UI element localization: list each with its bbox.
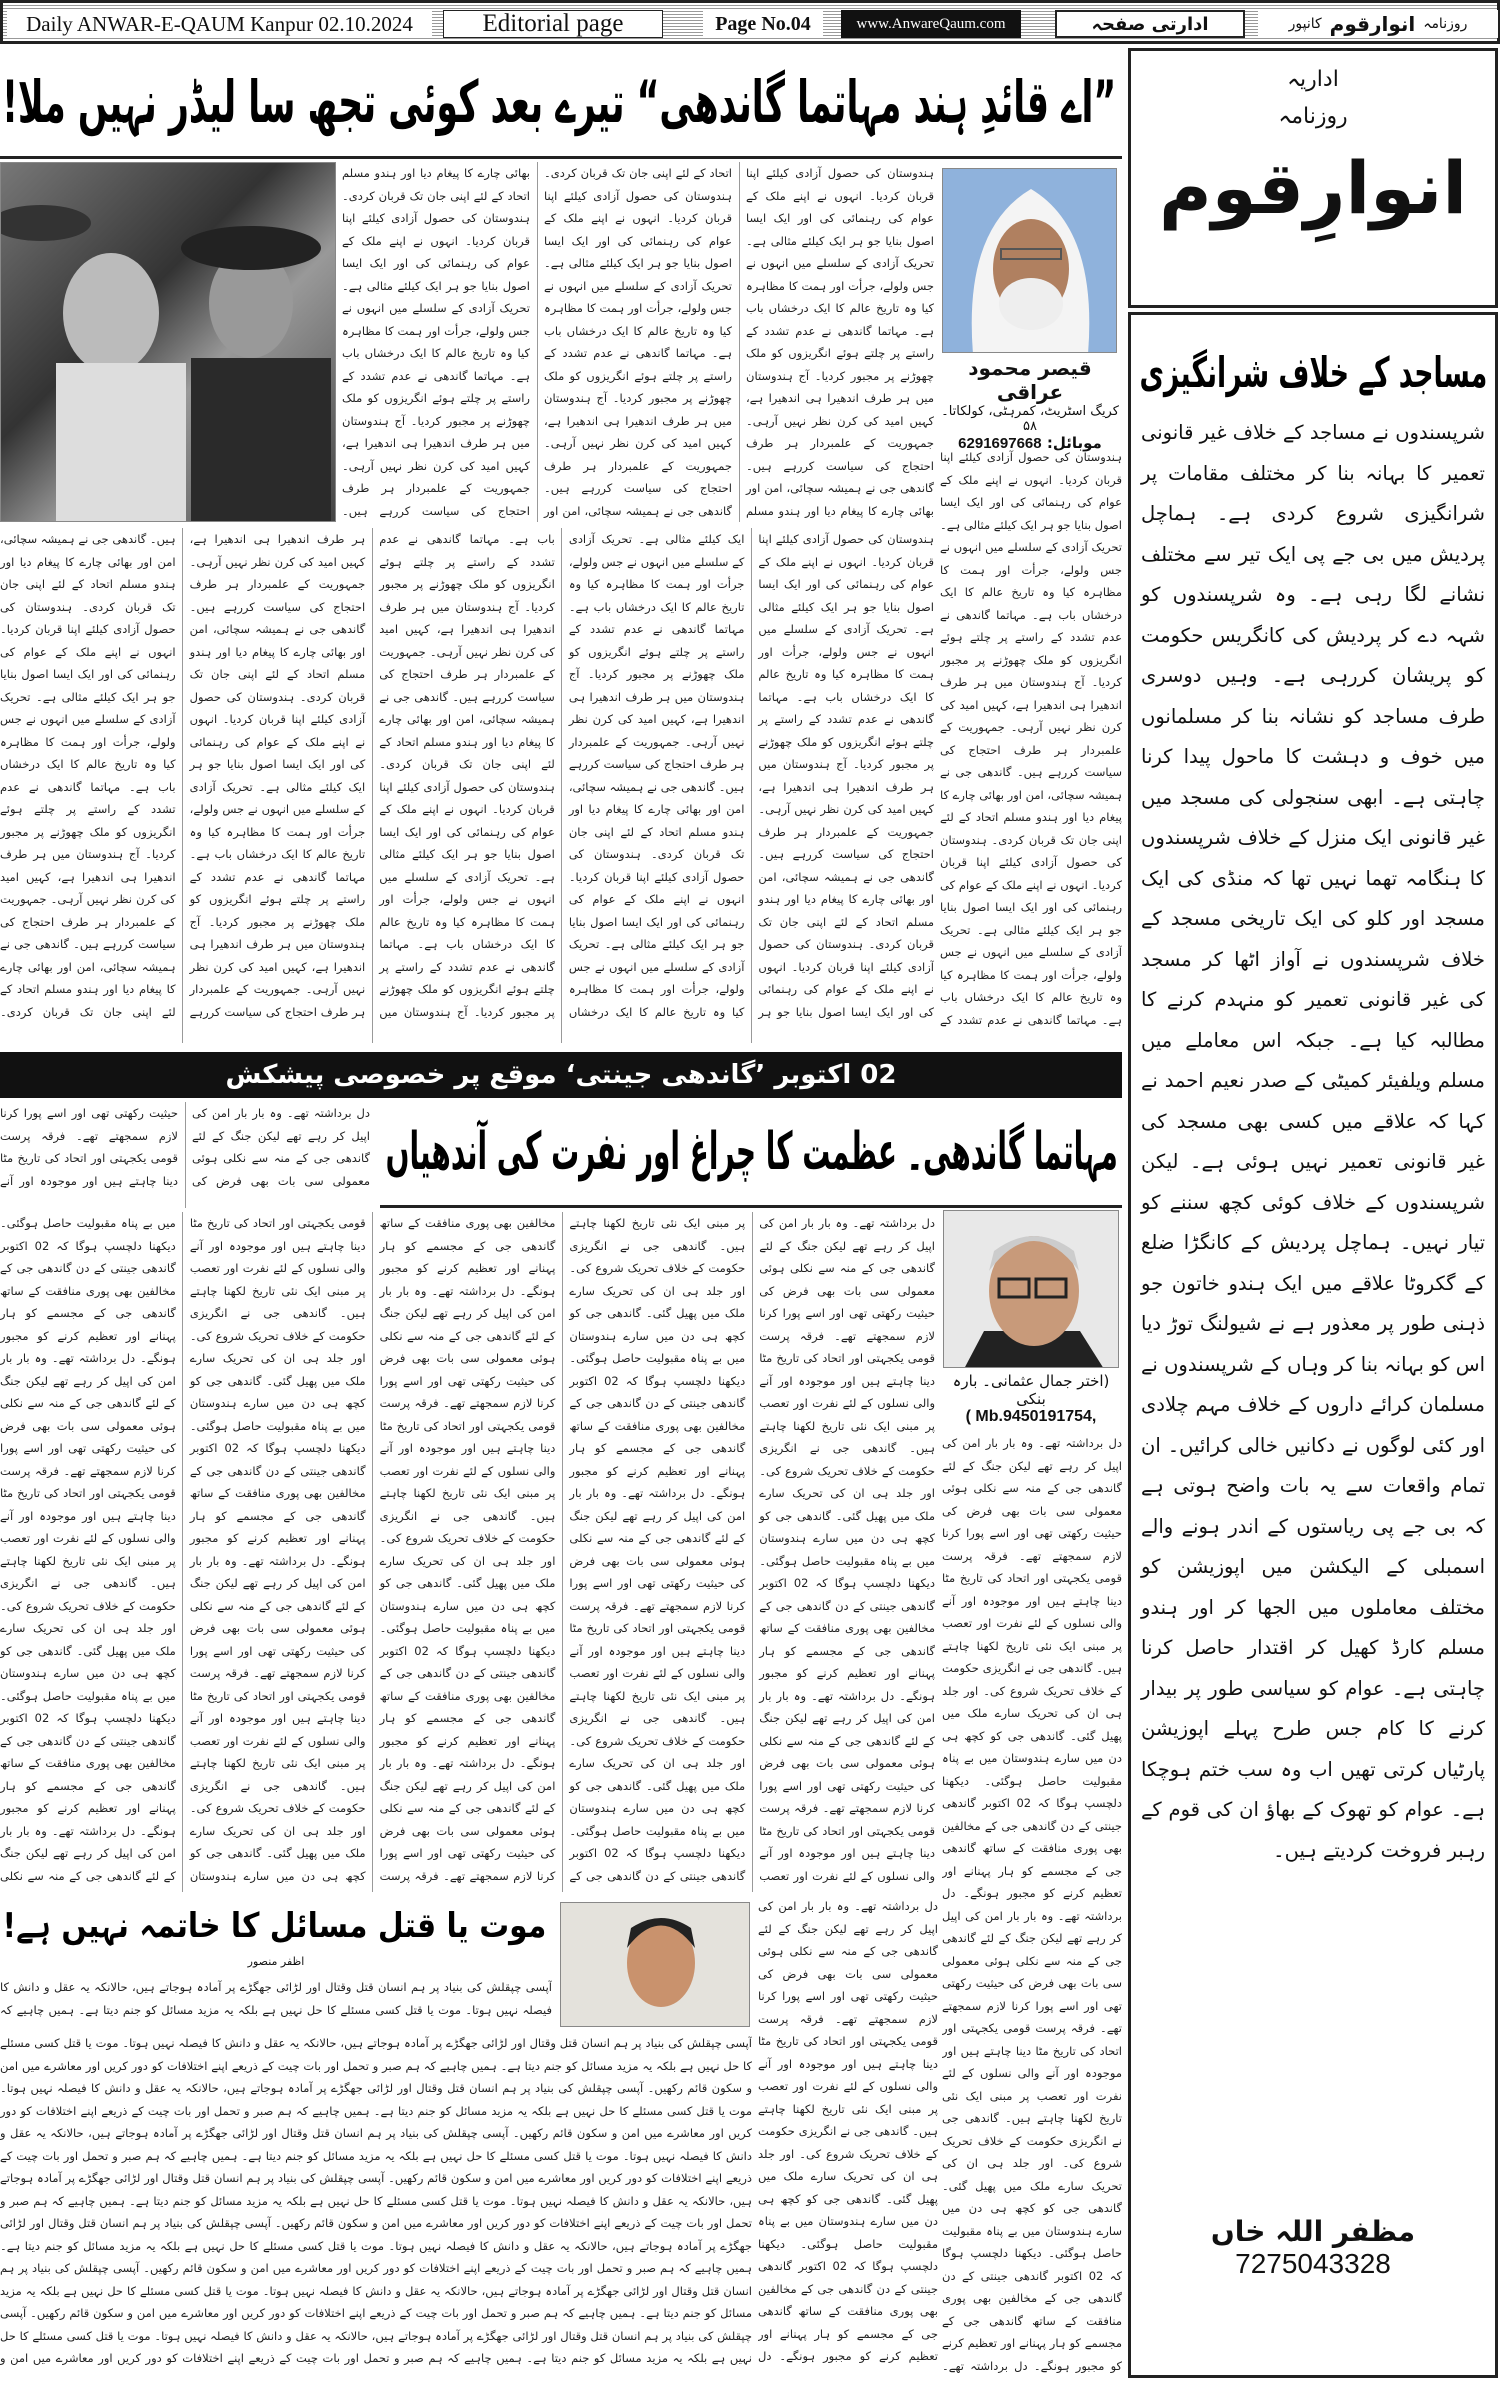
author1-mobile-label: موبائل:	[1046, 434, 1102, 452]
article1-body-top: ہندوستان کی حصول آزادی کیلئے اپنا قربان کردیا۔ انہوں نے اپنے ملک کے عوام کی رہنمائی کی اور ایک ایسا اصول بنایا جو ہر ایک کیلئے مثالی ہے۔ تحریک آزادی کے سلسلے میں انہوں نے جس ولولے، جرأت اور ہمت کا مظاہرہ کیا وہ تاریخ عالم کا ایک درخشاں باب ہے۔ مہاتما گاندھی نے عدم تشدد کے راستے پر چلتے ہوئے انگریزوں کو ملک چھوڑنے پر مجبور کردیا۔ آج ہندوستان میں ہر طرف اندھیرا ہی اندھیرا ہے، کہیں امید کی کرن نظر نہیں آرہی۔ جمہوریت کے علمبردار ہر طرف احتجاج کی سیاست کررہے ہیں۔ گاندھی جی نے ہمیشہ سچائی، امن اور بھائی چارے کا پیغام دیا اور ہندو مسلم اتحاد کے لئے اپنی جان تک قربان کردی۔ ہندوستان کی حصول آزادی کیلئے اپنا قربان کردیا۔ انہوں نے اپنے ملک کے عوام کی رہنمائی کی اور ایک ایسا اصول بنایا جو ہر ایک کیلئے مثالی ہے۔ تحریک آزادی کے سلسلے میں انہوں نے جس ولولے، جرأت اور ہمت کا مظاہرہ کیا وہ تاریخ عالم کا ایک درخشاں باب ہے۔ مہاتما گاندھی نے عدم تشدد کے راستے پر چلتے ہوئے انگریزوں کو ملک چھوڑنے پر مجبور کردیا۔ آج ہندوستان میں ہر طرف اندھیرا ہی اندھیرا ہے، کہیں امید کی کرن نظر نہیں آرہی۔ جمہوریت کے علمبردار ہر طرف احتجاج کی سیاست کررہے ہیں۔ گاندھی جی نے ہمیشہ سچائی، امن اور بھائی چارے کا پیغام دیا اور ہندو مسلم اتحاد کے لئے اپنی جان تک قربان کردی۔ ہندوستان کی حصول آزادی کیلئے اپنا قربان کردیا۔ انہوں نے اپنے ملک کے عوام کی رہنمائی کی اور ایک ایسا اصول بنایا جو ہر ایک کیلئے مثالی ہے۔ تحریک آزادی کے سلسلے میں انہوں نے جس ولولے، جرأت اور ہمت کا مظاہرہ کیا وہ تاریخ عالم کا ایک درخشاں باب ہے۔ مہاتما گاندھی نے عدم تشدد کے راستے پر چلتے ہوئے انگریزوں کو ملک چھوڑنے پر مجبور کردیا۔ آج ہندوستان میں ہر طرف اندھیرا ہی اندھیرا ہے، کہیں امید کی کرن نظر نہیں آرہی۔ جمہوریت کے علمبردار ہر طرف احتجاج کی سیاست کررہے ہیں۔	[342, 166, 934, 518]
article1-headline	[0, 52, 1118, 152]
editorial-signature: مظفر اللہ خاں	[1210, 2215, 1416, 2248]
author1-photo	[942, 168, 1117, 353]
article2-headline-text: مہاتما گاندھی۔ عظمت کا چراغ اور نفرت کی آندھیاں	[385, 1122, 1119, 1182]
editorial-phone: 7275043328	[1235, 2248, 1391, 2279]
divider	[0, 156, 1122, 159]
editorial-headline	[1137, 333, 1489, 413]
author2-photo	[943, 1210, 1119, 1368]
city-label: کانپور	[1288, 16, 1322, 32]
author2-mobile: ( Mb.9450191754,	[965, 1408, 1097, 1425]
masthead-logo: انوارِقوم	[1158, 146, 1468, 230]
website-link[interactable]: www.AnwareQaum.com	[841, 10, 1021, 38]
article3-body-top: آپسی چپقلش کی بنیاد پر ہم انسان قتل وقتال اور لڑائی جھگڑے پر آمادہ ہوجاتے ہیں، حالانکہ یہ عقل و دانش کا فیصلہ نہیں ہوتا۔ موت یا قتل کسی مسئلے کا حل نہیں ہے بلکہ یہ مزید مسائل کو جنم دیتا ہے۔ ہمیں چاہیے کہ	[0, 1980, 552, 2017]
masthead-box	[1128, 48, 1498, 308]
article1-headline-text: ”اے قائدِ ہند مہاتما گاندھی“ تیرے بعد کوئی تجھ سا لیڈر نہیں ملا!	[1, 68, 1117, 136]
author3-photo	[560, 1902, 750, 2027]
author1-address: کریگ اسٹریٹ، کمرہٹی، کولکاتا۔۵۸	[941, 404, 1119, 434]
dateline: Daily ANWAR-E-QAUM Kanpur 02.10.2024	[7, 10, 432, 38]
article2-body-top: دل برداشتہ تھے۔ وہ بار بار امن کی اپیل کر رہے تھے لیکن جنگ کے لئے گاندھی جی کے منہ سے نکلی ہوئی معمولی سی بات بھی فرض کی حیثیت رکھتی تھی اور اسے پورا کرنا لازم سمجھتے تھے۔ فرقہ پرست قومی یکجہتی اور اتحاد کی تاریخ مٹا دینا چاہتے ہیں اور موجودہ اور آنے	[0, 1106, 370, 1188]
paper-name: انوارقوم	[1329, 12, 1416, 36]
article3-body: آپسی چپقلش کی بنیاد پر ہم انسان قتل وقتال اور لڑائی جھگڑے پر آمادہ ہوجاتے ہیں، حالانکہ یہ عقل و دانش کا فیصلہ نہیں ہوتا۔ موت یا قتل کسی مسئلے کا حل نہیں ہے بلکہ یہ مزید مسائل کو جنم دیتا ہے۔ ہمیں چاہیے کہ ہم صبر و تحمل اور بات چیت کے ذریعے اپنے اختلافات کو دور کریں اور معاشرے میں امن و سکون قائم رکھیں۔ آپسی چپقلش کی بنیاد پر ہم انسان قتل وقتال اور لڑائی جھگڑے پر آمادہ ہوجاتے ہیں، حالانکہ یہ عقل و دانش کا فیصلہ نہیں ہوتا۔ موت یا قتل کسی مسئلے کا حل نہیں ہے بلکہ یہ مزید مسائل کو جنم دیتا ہے۔ ہمیں چاہیے کہ ہم صبر و تحمل اور بات چیت کے ذریعے اپنے اختلافات کو دور کریں اور معاشرے میں امن و سکون قائم رکھیں۔ آپسی چپقلش کی بنیاد پر ہم انسان قتل وقتال اور لڑائی جھگڑے پر آمادہ ہوجاتے ہیں، حالانکہ یہ عقل و دانش کا فیصلہ نہیں ہوتا۔ موت یا قتل کسی مسئلے کا حل نہیں ہے بلکہ یہ مزید مسائل کو جنم دیتا ہے۔ ہمیں چاہیے کہ ہم صبر و تحمل اور بات چیت کے ذریعے اپنے اختلافات کو دور کریں اور معاشرے میں امن و سکون قائم رکھیں۔ آپسی چپقلش کی بنیاد پر ہم انسان قتل وقتال اور لڑائی جھگڑے پر آمادہ ہوجاتے ہیں، حالانکہ یہ عقل و دانش کا فیصلہ نہیں ہوتا۔ موت یا قتل کسی مسئلے کا حل نہیں ہے بلکہ یہ مزید مسائل کو جنم دیتا ہے۔ ہمیں چاہیے کہ ہم صبر و تحمل اور بات چیت کے ذریعے اپنے اختلافات کو دور کریں اور معاشرے میں امن و سکون قائم رکھیں۔ آپسی چپقلش کی بنیاد پر ہم انسان قتل وقتال اور لڑائی جھگڑے پر آمادہ ہوجاتے ہیں، حالانکہ یہ عقل و دانش کا فیصلہ نہیں ہوتا۔ موت یا قتل کسی مسئلے کا حل نہیں ہے بلکہ یہ مزید مسائل کو جنم دیتا ہے۔ ہمیں چاہیے کہ ہم صبر و تحمل اور بات چیت کے ذریعے اپنے اختلافات کو دور کریں اور معاشرے میں امن و سکون قائم رکھیں۔ آپسی چپقلش کی بنیاد پر ہم انسان قتل وقتال اور لڑائی جھگڑے پر آمادہ ہوجاتے ہیں، حالانکہ یہ عقل و دانش کا فیصلہ نہیں ہوتا۔ موت یا قتل کسی مسئلے کا حل نہیں ہے بلکہ یہ مزید مسائل کو جنم دیتا ہے۔ ہمیں چاہیے کہ ہم صبر و تحمل اور بات چیت کے ذریعے اپنے اختلافات کو دور کریں اور معاشرے میں امن و سکون قائم رکھیں۔ آپسی چپقلش کی بنیاد پر ہم انسان قتل وقتال اور لڑائی جھگڑے پر آمادہ ہوجاتے ہیں، حالانکہ یہ عقل و دانش کا فیصلہ نہیں ہوتا۔ موت یا قتل کسی مسئلے کا حل نہیں ہے بلکہ یہ مزید مسائل کو جنم دیتا ہے۔ ہمیں چاہیے کہ ہم صبر و تحمل اور بات چیت کے ذریعے اپنے اختلافات کو دور کریں اور معاشرے میں امن و	[0, 2036, 752, 2365]
author3-portrait-image	[561, 1903, 750, 2027]
gandhi-figure-image	[1, 163, 336, 522]
gandhi-photo	[0, 162, 336, 522]
article2-headline	[384, 1100, 1120, 1204]
article2-body-main: دل برداشتہ تھے۔ وہ بار بار امن کی اپیل کر رہے تھے لیکن جنگ کے لئے گاندھی جی کے منہ سے نکلی ہوئی معمولی سی بات بھی فرض کی حیثیت رکھتی تھی اور اسے پورا کرنا لازم سمجھتے تھے۔ فرقہ پرست قومی یکجہتی اور اتحاد کی تاریخ مٹا دینا چاہتے ہیں اور موجودہ اور آنے والی نسلوں کے لئے نفرت اور تعصب پر مبنی ایک نئی تاریخ لکھنا چاہتے ہیں۔ گاندھی جی نے انگریزی حکومت کے خلاف تحریک شروع کی۔ اور جلد ہی ان کی تحریک سارے ملک میں پھیل گئی۔ گاندھی جی کو کچھ ہی دن میں سارے ہندوستان میں بے پناہ مقبولیت حاصل ہوگئی۔ دیکھنا دلچسپ ہوگا کہ 02 اکتوبر گاندھی جینتی کے دن گاندھی جی کے مخالفین بھی پوری منافقت کے ساتھ گاندھی جی کے مجسمے کو ہار پہنانے اور تعظیم کرنے کو مجبور ہونگے۔ دل برداشتہ تھے۔ وہ بار بار امن کی اپیل کر رہے تھے لیکن جنگ کے لئے گاندھی جی کے منہ سے نکلی ہوئی معمولی سی بات بھی فرض کی حیثیت رکھتی تھی اور اسے پورا کرنا لازم سمجھتے تھے۔ فرقہ پرست قومی یکجہتی اور اتحاد کی تاریخ مٹا دینا چاہتے ہیں اور موجودہ اور آنے والی نسلوں کے لئے نفرت اور تعصب پر مبنی ایک نئی تاریخ لکھنا چاہتے ہیں۔ گاندھی جی نے انگریزی حکومت کے خلاف تحریک شروع کی۔ اور جلد ہی ان کی تحریک سارے ملک میں پھیل گئی۔ گاندھی جی کو کچھ ہی دن میں سارے ہندوستان میں بے پناہ مقبولیت حاصل ہوگئی۔ دیکھنا دلچسپ ہوگا کہ 02 اکتوبر گاندھی جینتی کے دن گاندھی جی کے مخالفین بھی پوری منافقت کے ساتھ گاندھی جی کے مجسمے کو ہار پہنانے اور تعظیم کرنے کو مجبور ہونگے۔ دل برداشتہ تھے۔ وہ بار بار امن کی اپیل کر رہے تھے لیکن جنگ کے لئے گاندھی جی کے منہ سے نکلی ہوئی معمولی سی بات بھی فرض کی حیثیت رکھتی تھی اور اسے پورا کرنا لازم سمجھتے تھے۔ فرقہ پرست قومی یکجہتی اور اتحاد کی تاریخ مٹا دینا چاہتے ہیں اور موجودہ اور آنے والی نسلوں کے لئے نفرت اور تعصب پر مبنی ایک نئی تاریخ لکھنا چاہتے ہیں۔ گاندھی جی نے انگریزی حکومت کے خلاف تحریک شروع کی۔ اور جلد ہی ان کی تحریک سارے ملک میں پھیل گئی۔ گاندھی جی کو کچھ ہی دن میں سارے ہندوستان میں بے پناہ مقبولیت حاصل ہوگئی۔ دیکھنا دلچسپ ہوگا کہ 02 اکتوبر گاندھی جینتی کے دن گاندھی جی کے مخالفین بھی پوری منافقت کے ساتھ گاندھی جی کے مجسمے کو ہار پہنانے اور تعظیم کرنے کو مجبور ہونگے۔ دل برداشتہ تھے۔ وہ بار بار امن کی اپیل کر رہے تھے لیکن جنگ کے لئے گاندھی جی کے منہ سے نکلی ہوئی معمولی سی بات بھی فرض کی حیثیت رکھتی تھی اور اسے پورا کرنا لازم سمجھتے تھے۔ فرقہ پرست قومی یکجہتی اور اتحاد کی تاریخ مٹا دینا چاہتے ہیں اور موجودہ اور آنے والی نسلوں کے لئے نفرت اور تعصب پر مبنی ایک نئی تاریخ لکھنا چاہتے ہیں۔ گاندھی جی نے انگریزی حکومت کے خلاف تحریک شروع کی۔ اور جلد ہی ان کی تحریک سارے ملک میں پھیل گئی۔ گاندھی جی کو کچھ ہی دن میں سارے ہندوستان میں بے پناہ مقبولیت حاصل ہوگئی۔ دیکھنا دلچسپ ہوگا کہ 02 اکتوبر گاندھی جینتی کے دن گاندھی جی کے مخالفین بھی پوری منافقت کے ساتھ گاندھی جی کے مجسمے کو ہار پہنانے اور تعظیم کرنے کو مجبور ہونگے۔ دل برداشتہ تھے۔ وہ بار بار امن کی اپیل کر رہے تھے لیکن جنگ کے لئے گاندھی جی کے منہ سے نکلی ہوئی معمولی سی بات بھی فرض کی حیثیت رکھتی تھی اور اسے پورا کرنا لازم سمجھتے تھے۔ فرقہ پرست قومی یکجہتی اور اتحاد کی تاریخ مٹا دینا چاہتے ہیں اور موجودہ اور آنے والی نسلوں کے لئے نفرت اور تعصب پر مبنی ایک نئی تاریخ لکھنا چاہتے ہیں۔ گاندھی جی نے انگریزی حکومت کے خلاف تحریک شروع کی۔ اور جلد ہی ان کی تحریک سارے ملک میں پھیل گئی۔ گاندھی جی کو کچھ ہی دن میں سارے ہندوستان میں بے پناہ مقبولیت حاصل ہوگئی۔ دیکھنا دلچسپ ہوگا کہ 02 اکتوبر گاندھی جینتی کے دن گاندھی جی کے مخالفین بھی پوری منافقت کے ساتھ گاندھی جی کے مجسمے کو ہار پہنانے اور تعظیم کرنے کو مجبور ہونگے۔ دل برداشتہ تھے۔ وہ بار بار امن کی اپیل کر رہے تھے لیکن جنگ کے لئے گاندھی جی کے منہ سے نکلی ہوئی معمولی سی بات بھی فرض کی حیثیت رکھتی تھی اور اسے پورا کرنا لازم سمجھتے تھے۔ فرقہ پرست قومی یکجہتی اور اتحاد کی تاریخ مٹا دینا چاہتے ہیں اور موجودہ اور آنے والی نسلوں کے لئے نفرت اور تعصب پر مبنی ایک نئی تاریخ لکھنا چاہتے ہیں۔ گاندھی جی نے انگریزی حکومت کے خلاف تحریک شروع کی۔ اور جلد ہی ان کی تحریک سارے ملک میں پھیل گئی۔ گاندھی جی کو کچھ ہی دن میں سارے ہندوستان میں بے پناہ مقبولیت حاصل ہوگئی۔ دیکھنا دلچسپ ہوگا کہ 02 اکتوبر گاندھی جینتی کے دن گاندھی جی کے مخالفین بھی پوری منافقت کے ساتھ گاندھی جی کے مجسمے کو ہار پہنانے اور تعظیم کرنے کو مجبور ہونگے۔ دل برداشتہ تھے۔ وہ بار بار امن کی اپیل کر رہے تھے لیکن جنگ کے لئے گاندھی جی کے منہ سے نکلی ہوئی معمولی سی بات بھی فرض کی حیثیت رکھتی تھی اور اسے پورا کرنا لازم سمجھتے تھے۔ فرقہ پرست قومی یکجہتی اور اتحاد کی تاریخ مٹا دینا چاہتے ہیں اور موجودہ اور آنے والی نسلوں کے لئے نفرت اور تعصب پر مبنی ایک نئی تاریخ لکھنا چاہتے ہیں۔ گاندھی جی نے انگریزی حکومت کے خلاف تحریک شروع کی۔ اور جلد ہی ان کی تحریک سارے ملک میں پھیل گئی۔ گاندھی جی کو کچھ ہی دن میں سارے ہندوستان میں بے پناہ مقبولیت حاصل ہوگئی۔ دیکھنا دلچسپ ہوگا کہ 02 اکتوبر گاندھی جینتی کے دن گاندھی جی کے مخالفین بھی پوری منافقت کے ساتھ گاندھی جی کے مجسمے کو ہار پہنانے اور تعظیم کرنے کو مجبور ہونگے۔ دل برداشتہ تھے۔ وہ بار بار امن کی اپیل کر رہے تھے لیکن جنگ کے لئے گاندھی جی کے منہ سے نکلی	[0, 1216, 935, 1883]
masthead-line1: اداریہ	[1287, 67, 1339, 92]
article3-headline-text: موت یا قتل مسائل کا خاتمہ نہیں ہے!	[2, 1906, 546, 1946]
author1-portrait-image	[943, 169, 1117, 353]
editorial-box	[1128, 312, 1498, 2378]
article1-body-bottom: ہندوستان کی حصول آزادی کیلئے اپنا قربان کردیا۔ انہوں نے اپنے ملک کے عوام کی رہنمائی کی اور ایک ایسا اصول بنایا جو ہر ایک کیلئے مثالی ہے۔ تحریک آزادی کے سلسلے میں انہوں نے جس ولولے، جرأت اور ہمت کا مظاہرہ کیا وہ تاریخ عالم کا ایک درخشاں باب ہے۔ مہاتما گاندھی نے عدم تشدد کے راستے پر چلتے ہوئے انگریزوں کو ملک چھوڑنے پر مجبور کردیا۔ آج ہندوستان میں ہر طرف اندھیرا ہی اندھیرا ہے، کہیں امید کی کرن نظر نہیں آرہی۔ جمہوریت کے علمبردار ہر طرف احتجاج کی سیاست کررہے ہیں۔ گاندھی جی نے ہمیشہ سچائی، امن اور بھائی چارے کا پیغام دیا اور ہندو مسلم اتحاد کے لئے اپنی جان تک قربان کردی۔ ہندوستان کی حصول آزادی کیلئے اپنا قربان کردیا۔ انہوں نے اپنے ملک کے عوام کی رہنمائی کی اور ایک ایسا اصول بنایا جو ہر ایک کیلئے مثالی ہے۔ تحریک آزادی کے سلسلے میں انہوں نے جس ولولے، جرأت اور ہمت کا مظاہرہ کیا وہ تاریخ عالم کا ایک درخشاں باب ہے۔ مہاتما گاندھی نے عدم تشدد کے راستے پر چلتے ہوئے انگریزوں کو ملک چھوڑنے پر مجبور کردیا۔ آج ہندوستان میں ہر طرف اندھیرا ہی اندھیرا ہے، کہیں امید کی کرن نظر نہیں آرہی۔ جمہوریت کے علمبردار ہر طرف احتجاج کی سیاست کررہے ہیں۔ گاندھی جی نے ہمیشہ سچائی، امن اور بھائی چارے کا پیغام دیا اور ہندو مسلم اتحاد کے لئے اپنی جان تک قربان کردی۔ ہندوستان کی حصول آزادی کیلئے اپنا قربان کردیا۔ انہوں نے اپنے ملک کے عوام کی رہنمائی کی اور ایک ایسا اصول بنایا جو ہر ایک کیلئے مثالی ہے۔ تحریک آزادی کے سلسلے میں انہوں نے جس ولولے، جرأت اور ہمت کا مظاہرہ کیا وہ تاریخ عالم کا ایک درخشاں باب ہے۔ مہاتما گاندھی نے عدم تشدد کے راستے پر چلتے ہوئے انگریزوں کو ملک چھوڑنے پر مجبور کردیا۔ آج ہندوستان میں ہر طرف اندھیرا ہی اندھیرا ہے، کہیں امید کی کرن نظر نہیں آرہی۔ جمہوریت کے علمبردار ہر طرف احتجاج کی سیاست کررہے ہیں۔ گاندھی جی نے ہمیشہ سچائی، امن اور بھائی چارے کا پیغام دیا اور ہندو مسلم اتحاد کے لئے اپنی جان تک قربان کردی۔ ہندوستان کی حصول آزادی کیلئے اپنا قربان کردیا۔ انہوں نے اپنے ملک کے عوام کی رہنمائی کی اور ایک ایسا اصول بنایا جو ہر ایک کیلئے مثالی ہے۔ تحریک آزادی کے سلسلے میں انہوں نے جس ولولے، جرأت اور ہمت کا مظاہرہ کیا وہ تاریخ عالم کا ایک درخشاں باب ہے۔ مہاتما گاندھی نے عدم تشدد کے راستے پر چلتے ہوئے انگریزوں کو ملک چھوڑنے پر مجبور کردیا۔ آج ہندوستان میں ہر طرف اندھیرا ہی اندھیرا ہے، کہیں امید کی کرن نظر نہیں آرہی۔ جمہوریت کے علمبردار ہر طرف احتجاج کی سیاست کررہے ہیں۔ گاندھی جی نے ہمیشہ سچائی، امن اور بھائی چارے کا پیغام دیا اور ہندو مسلم اتحاد کے لئے اپنی جان تک قربان کردی۔ ہندوستان کی حصول آزادی کیلئے اپنا قربان کردیا۔ انہوں نے اپنے ملک کے عوام کی رہنمائی کی اور ایک ایسا اصول بنایا جو ہر ایک کیلئے مثالی ہے۔ تحریک آزادی کے سلسلے میں انہوں نے جس ولولے، جرأت اور ہمت کا مظاہرہ کیا وہ تاریخ عالم کا ایک درخشاں باب ہے۔ مہاتما گاندھی نے عدم تشدد کے راستے پر چلتے ہوئے انگریزوں کو ملک چھوڑنے پر مجبور کردیا۔ آج ہندوستان میں ہر طرف اندھیرا ہی اندھیرا ہے، کہیں امید کی کرن نظر نہیں آرہی۔ جمہوریت کے علمبردار ہر طرف احتجاج کی سیاست کررہے ہیں۔ گاندھی جی نے ہمیشہ سچائی، امن اور بھائی چارے کا پیغام دیا اور ہندو مسلم اتحاد کے لئے اپنی جان تک قربان کردی۔ ہندوستان کی حصول آزادی کیلئے اپنا قربان کردیا۔ انہوں نے اپنے ملک کے عوام کی رہنمائی کی اور ایک ایسا اصول بنایا جو ہر ایک کیلئے مثالی ہے۔ تحریک آزادی کے سلسلے میں انہوں نے جس ولولے، جرأت اور ہمت کا مظاہرہ کیا وہ تاریخ عالم کا ایک درخشاں باب ہے۔ مہاتما گاندھی نے عدم تشدد کے راستے پر چلتے ہوئے انگریزوں کو ملک چھوڑنے پر مجبور کردیا۔ آج ہندوستان میں ہر طرف اندھیرا ہی اندھیرا ہے، کہیں امید کی کرن نظر نہیں آرہی۔ جمہوریت کے علمبردار ہر طرف احتجاج کی سیاست کررہے ہیں۔ گاندھی جی نے ہمیشہ سچائی، امن اور بھائی چارے کا پیغام دیا اور ہندو مسلم اتحاد کے لئے اپنی جان تک قربان کردی۔	[0, 532, 934, 1019]
daily-label: روزنامہ	[1423, 16, 1468, 32]
editorial-headline-text: مساجد کے خلاف شرانگیزی	[1139, 348, 1487, 397]
page-number: Page No.04	[703, 10, 823, 38]
article3-headline	[0, 1898, 548, 1954]
divider	[380, 1205, 1122, 1208]
author2-name: (اختر جمال عثمانی۔ بارہ بنکی	[952, 1372, 1110, 1408]
section-title-ur: ادارتی صفحہ	[1055, 10, 1245, 38]
author2-portrait-image	[944, 1211, 1119, 1368]
gandhi-jayanti-banner: 02 اکتوبر ’گاندھی جینتی‘ موقع پر خصوصی پیشکش	[0, 1052, 1122, 1098]
author1-name: قیصر محمود عراقی	[968, 356, 1092, 404]
masthead-line2: روزنامہ	[1278, 104, 1348, 129]
page-header	[0, 0, 1500, 44]
article1-body-side: ہندوستان کی حصول آزادی کیلئے اپنا قربان کردیا۔ انہوں نے اپنے ملک کے عوام کی رہنمائی کی اور ایک ایسا اصول بنایا جو ہر ایک کیلئے مثالی ہے۔ تحریک آزادی کے سلسلے میں انہوں نے جس ولولے، جرأت اور ہمت کا مظاہرہ کیا وہ تاریخ عالم کا ایک درخشاں باب ہے۔ مہاتما گاندھی نے عدم تشدد کے راستے پر چلتے ہوئے انگریزوں کو ملک چھوڑنے پر مجبور کردیا۔ آج ہندوستان میں ہر طرف اندھیرا ہی اندھیرا ہے، کہیں امید کی کرن نظر نہیں آرہی۔ جمہوریت کے علمبردار ہر طرف احتجاج کی سیاست کررہے ہیں۔ گاندھی جی نے ہمیشہ سچائی، امن اور بھائی چارے کا پیغام دیا اور ہندو مسلم اتحاد کے لئے اپنی جان تک قربان کردی۔ ہندوستان کی حصول آزادی کیلئے اپنا قربان کردیا۔ انہوں نے اپنے ملک کے عوام کی رہنمائی کی اور ایک ایسا اصول بنایا جو ہر ایک کیلئے مثالی ہے۔ تحریک آزادی کے سلسلے میں انہوں نے جس ولولے، جرأت اور ہمت کا مظاہرہ کیا وہ تاریخ عالم کا ایک درخشاں باب ہے۔ مہاتما گاندھی نے عدم تشدد کے	[940, 450, 1122, 1027]
article2-body-bottom: دل برداشتہ تھے۔ وہ بار بار امن کی اپیل کر رہے تھے لیکن جنگ کے لئے گاندھی جی کے منہ سے نکلی ہوئی معمولی سی بات بھی فرض کی حیثیت رکھتی تھی اور اسے پورا کرنا لازم سمجھتے تھے۔ فرقہ پرست قومی یکجہتی اور اتحاد کی تاریخ مٹا دینا چاہتے ہیں اور موجودہ اور آنے والی نسلوں کے لئے نفرت اور تعصب پر مبنی ایک نئی تاریخ لکھنا چاہتے ہیں۔ گاندھی جی نے انگریزی حکومت کے خلاف تحریک شروع کی۔ اور جلد ہی ان کی تحریک سارے ملک میں پھیل گئی۔ گاندھی جی کو کچھ ہی دن میں سارے ہندوستان میں بے پناہ مقبولیت حاصل ہوگئی۔ دیکھنا دلچسپ ہوگا کہ 02 اکتوبر گاندھی جینتی کے دن گاندھی جی کے مخالفین بھی پوری منافقت کے ساتھ گاندھی جی کے مجسمے کو ہار پہنانے اور تعظیم کرنے کو مجبور ہونگے۔ دل	[758, 1899, 938, 2363]
article3-author: اظفر منصور	[247, 1955, 305, 1968]
article2-body-side: دل برداشتہ تھے۔ وہ بار بار امن کی اپیل کر رہے تھے لیکن جنگ کے لئے گاندھی جی کے منہ سے نکلی ہوئی معمولی سی بات بھی فرض کی حیثیت رکھتی تھی اور اسے پورا کرنا لازم سمجھتے تھے۔ فرقہ پرست قومی یکجہتی اور اتحاد کی تاریخ مٹا دینا چاہتے ہیں اور موجودہ اور آنے والی نسلوں کے لئے نفرت اور تعصب پر مبنی ایک نئی تاریخ لکھنا چاہتے ہیں۔ گاندھی جی نے انگریزی حکومت کے خلاف تحریک شروع کی۔ اور جلد ہی ان کی تحریک سارے ملک میں پھیل گئی۔ گاندھی جی کو کچھ ہی دن میں سارے ہندوستان میں بے پناہ مقبولیت حاصل ہوگئی۔ دیکھنا دلچسپ ہوگا کہ 02 اکتوبر گاندھی جینتی کے دن گاندھی جی کے مخالفین بھی پوری منافقت کے ساتھ گاندھی جی کے مجسمے کو ہار پہنانے اور تعظیم کرنے کو مجبور ہونگے۔ دل برداشتہ تھے۔ وہ بار بار امن کی اپیل کر رہے تھے لیکن جنگ کے لئے گاندھی جی کے منہ سے نکلی ہوئی معمولی سی بات بھی فرض کی حیثیت رکھتی تھی اور اسے پورا کرنا لازم سمجھتے تھے۔ فرقہ پرست قومی یکجہتی اور اتحاد کی تاریخ مٹا دینا چاہتے ہیں اور موجودہ اور آنے والی نسلوں کے لئے نفرت اور تعصب پر مبنی ایک نئی تاریخ لکھنا چاہتے ہیں۔ گاندھی جی نے انگریزی حکومت کے خلاف تحریک شروع کی۔ اور جلد ہی ان کی تحریک سارے ملک میں پھیل گئی۔ گاندھی جی کو کچھ ہی دن میں سارے ہندوستان میں بے پناہ مقبولیت حاصل ہوگئی۔ دیکھنا دلچسپ ہوگا کہ 02 اکتوبر گاندھی جینتی کے دن گاندھی جی کے مخالفین بھی پوری منافقت کے ساتھ گاندھی جی کے مجسمے کو ہار پہنانے اور تعظیم کرنے کو مجبور ہونگے۔ دل برداشتہ تھے۔	[942, 1436, 1122, 2373]
author1-mobile: 6291697668	[958, 435, 1042, 452]
editorial-body: شرپسندوں نے مساجد کے خلاف غیر قانونی تعمیر کا بہانہ بنا کر مختلف مقامات پر شرانگیزی شروع کردی ہے۔ ہماچل پردیش میں بی جے پی ایک تیر سے مختلف نشانے لگا رہی ہے۔ وہ شرپسندوں کو شہہ دے کر پردیش کی کانگریس حکومت کو پریشان کررہی ہے۔ وہیں دوسری طرف مساجد کو نشانہ بنا کر مسلمانوں میں خوف و دہشت کا ماحول پیدا کرنا چاہتی ہے۔ ابھی سنجولی کی مسجد میں غیر قانونی ایک منزل کے خلاف شرپسندوں کا ہنگامہ تھما نہیں تھا کہ منڈی کی ایک مسجد اور کلو کی ایک تاریخی مسجد کے خلاف شرپسندوں نے آواز اٹھا کر مسجد کی غیر قانونی تعمیر کو منہدم کرنے کا مطالبہ کیا ہے۔ جبکہ اس معاملے میں مسلم ویلفیئر کمیٹی کے صدر نعیم احمد نے کہا کہ علاقے میں کسی بھی مسجد کی غیر قانونی تعمیر نہیں ہوئی ہے۔ لیکن شرپسندوں کے خلاف کوئی کچھ سننے کو تیار نہیں۔ ہماچل پردیش کے کانگڑا ضلع کے گکروٹا علاقے میں ایک ہندو خاتون جو ذہنی طور پر معذور ہے نے شیولنگ توڑ دیا اس کو بہانہ بنا کر وہاں کے شرپسندوں نے مسلمان کرائے داروں کے خلاف مہم چلادی اور کئی لوگوں نے دکانیں خالی کرائیں۔ ان تمام واقعات سے یہ بات واضح ہوتی ہے کہ بی جے پی ریاستوں کے اندر ہونے والے اسمبلی کے الیکشن میں اپوزیشن کو مختلف معاملوں میں الجھا کر اور ہندو مسلم کارڈ کھیل کر اقتدار حاصل کرنا چاہتی ہے۔ عوام کو سیاسی طور پر بیدار کرنے کا کام جس طرح پہلے اپوزیشن پارٹیاں کرتی تھیں اب وہ سب ختم ہوچکا ہے۔ عوام کو تھوک کے بھاؤ ان کی قوم کے رہبر فروخت کردیتے ہیں۔	[1141, 421, 1485, 1862]
section-title-en: Editorial page	[443, 10, 663, 38]
